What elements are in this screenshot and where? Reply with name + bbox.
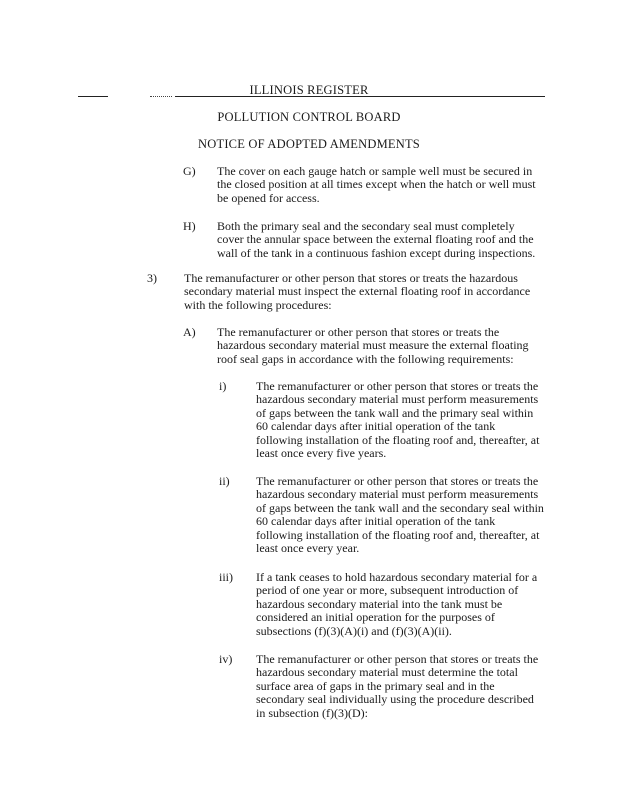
board-title: POLLUTION CONTROL BOARD	[217, 110, 401, 124]
item-label: ii)	[219, 474, 230, 488]
header-rule-left	[78, 96, 108, 97]
item-label: i)	[219, 379, 227, 393]
item-text: Both the primary seal and the secondary seal must completely cover the annular space between the external floating roof and the wall of the tank in a continuous fashion except during inspections.	[217, 219, 536, 260]
item-label: iv)	[219, 652, 233, 666]
register-title: ILLINOIS REGISTER	[249, 83, 369, 97]
header-rule-dots	[150, 96, 172, 97]
item-label: G)	[183, 164, 196, 178]
item-label: A)	[183, 325, 196, 339]
item-label: iii)	[219, 570, 233, 584]
item-text: The remanufacturer or other person that stores or treats the hazardous secondary material must perform measurements of gaps between the tank wall and the primary seal within 60 calendar days after initial operation of the tank following installation of the floating roof and, thereafter, at least once every five years.	[256, 379, 540, 461]
notice-title: NOTICE OF ADOPTED AMENDMENTS	[198, 137, 420, 151]
item-text: The cover on each gauge hatch or sample well must be secured in the closed position at all times except when the hatch or well must be opened for access.	[217, 164, 536, 205]
item-text: The remanufacturer or other person that stores or treats the hazardous secondary material must perform measurements of gaps between the tank wall and the secondary seal within 60 calendar days after initial operation of the tank following installation of the floating roof and, thereafter, at least once every year.	[256, 474, 544, 556]
item-text: If a tank ceases to hold hazardous secondary material for a period of one year or more, subsequent introduction of hazardous secondary material into the tank must be considered an initial operation for the purposes of subsections (f)(3)(A)(i) and (f)(3)(A)(ii).	[256, 570, 538, 638]
item-label: 3)	[147, 271, 157, 285]
item-text: The remanufacturer or other person that stores or treats the hazardous secondary material must inspect the external floating roof in accordance with the following procedures:	[184, 271, 531, 312]
item-text: The remanufacturer or other person that stores or treats the hazardous secondary material must determine the total surface area of gaps in the primary seal and in the secondary seal individually using the procedure described in subsection (f)(3)(D):	[256, 652, 539, 720]
item-label: H)	[183, 219, 196, 233]
header-rule	[175, 96, 545, 97]
item-text: The remanufacturer or other person that stores or treats the hazardous secondary material must measure the external floating roof seal gaps in accordance with the following requirements:	[217, 325, 529, 366]
